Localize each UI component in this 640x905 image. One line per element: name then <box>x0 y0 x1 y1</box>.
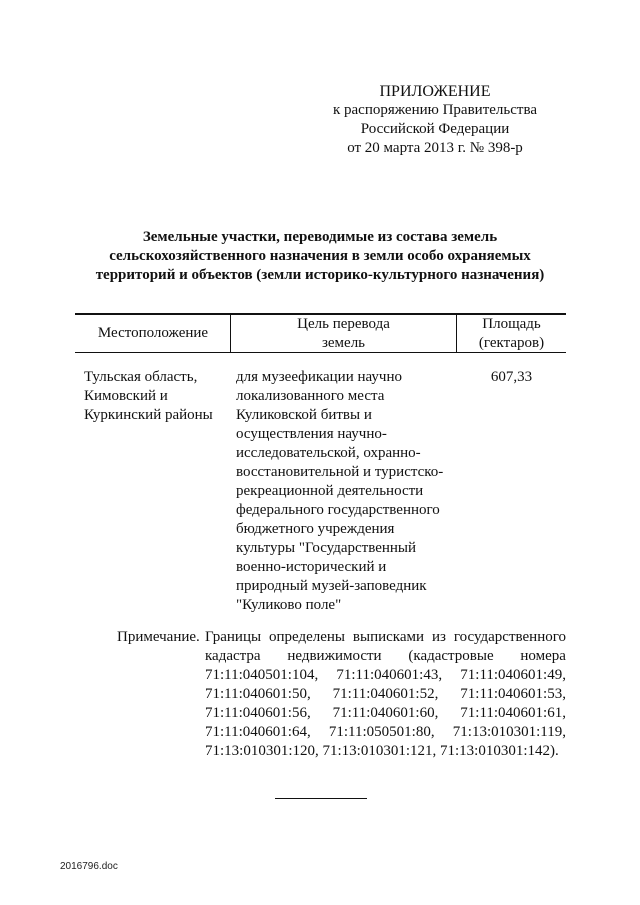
column-header-purpose-line-1: Цель перевода <box>297 316 390 332</box>
appendix-heading: ПРИЛОЖЕНИЕ <box>379 83 491 100</box>
purpose-line: локализованного места <box>236 388 385 404</box>
table-cell-area <box>457 368 566 387</box>
note-line: Границы определены выписками из государственного <box>205 629 566 645</box>
area-value: 607,33 <box>490 369 533 385</box>
column-header-area-line-1: Площадь <box>482 316 541 332</box>
column-header-area <box>457 315 566 353</box>
column-header-location: Местоположение <box>97 325 209 341</box>
note-label: Примечание. <box>117 629 200 645</box>
column-header-purpose <box>231 315 456 353</box>
note-text <box>205 628 566 761</box>
purpose-line: осуществления научно- <box>236 426 387 442</box>
purpose-line: для музеефикации научно <box>236 369 402 385</box>
note-line: 71:11:040601:64, 71:11:050501:80, 71:13:010301:119, <box>205 724 566 740</box>
title-line-2: сельскохозяйственного назначения в земли особо охраняемых <box>109 248 531 264</box>
location-line: Кимовский и <box>84 388 168 404</box>
title-line-1: Земельные участки, переводимые из состава земель <box>142 229 498 245</box>
appendix-header <box>300 82 570 158</box>
title-line-3: территорий и объектов (земли историко-культурного назначения) <box>95 267 545 283</box>
column-header-purpose-line-2: земель <box>321 335 366 351</box>
note-line: 71:13:010301:120, 71:13:010301:121, 71:13:010301:142). <box>205 743 559 759</box>
purpose-line: военно-исторический и <box>236 559 387 575</box>
purpose-line: федерального государственного <box>236 502 440 518</box>
appendix-line-1: к распоряжению Правительства <box>332 102 537 118</box>
purpose-line: природный музей-заповедник <box>236 578 427 594</box>
column-header-area-line-2: (гектаров) <box>478 335 545 351</box>
purpose-line: культуры "Государственный <box>236 540 417 556</box>
purpose-line: восстановительной и туристско- <box>236 464 444 480</box>
purpose-line: рекреационной деятельности <box>236 483 424 499</box>
table-cell-location <box>84 368 229 425</box>
purpose-line: исследовательской, охранно- <box>236 445 421 461</box>
appendix-line-2: Российской Федерации <box>360 121 510 137</box>
appendix-line-3: от 20 марта 2013 г. № 398-р <box>347 140 523 156</box>
document-title <box>60 228 580 285</box>
purpose-line: "Куликово поле" <box>236 597 342 613</box>
note-line: 71:11:040501:104, 71:11:040601:43, 71:11:040601:49, <box>205 667 566 683</box>
location-line: Тульская область, <box>84 369 198 385</box>
footer-filename: 2016796.doc <box>60 861 118 872</box>
purpose-line: Куликовской битвы и <box>236 407 372 423</box>
table-cell-purpose <box>236 368 456 615</box>
purpose-line: бюджетного учреждения <box>236 521 395 537</box>
end-rule <box>275 798 367 799</box>
location-line: Куркинский районы <box>84 407 213 423</box>
note-line: 71:11:040601:56, 71:11:040601:60, 71:11:040601:61, <box>205 705 566 721</box>
note-line: кадастра недвижимости (кадастровые номера <box>205 648 566 664</box>
note-line: 71:11:040601:50, 71:11:040601:52, 71:11:040601:53, <box>205 686 566 702</box>
